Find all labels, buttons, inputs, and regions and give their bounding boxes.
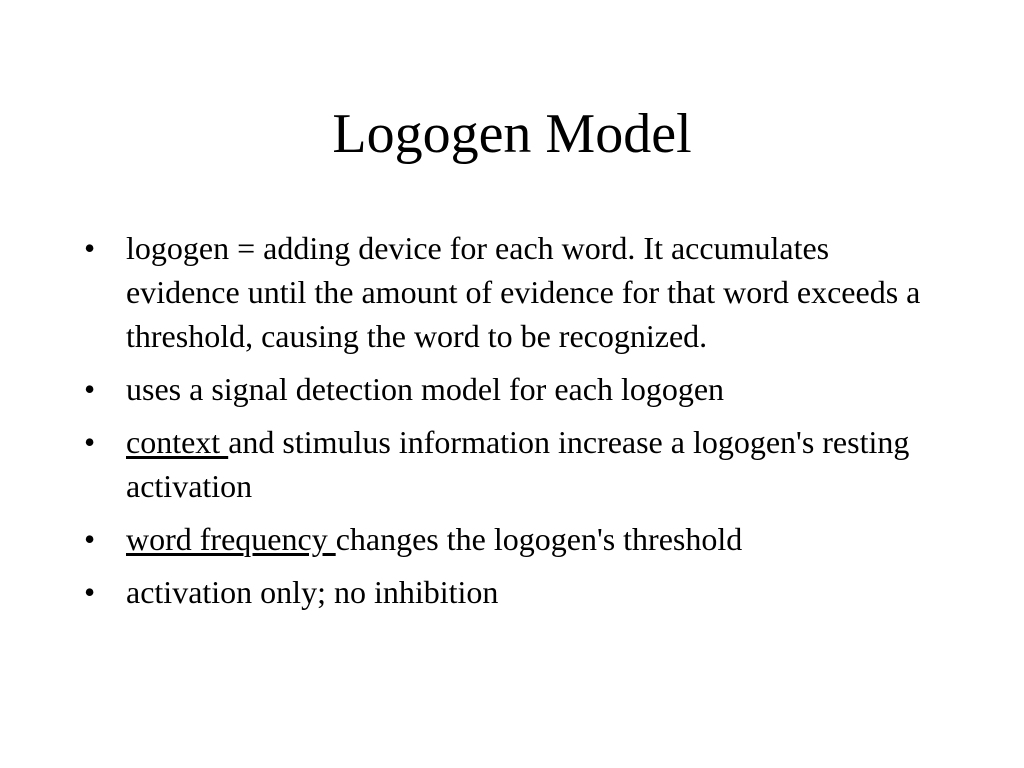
bullet-item bbox=[84, 570, 944, 614]
bullet-text: logogen = adding device for each word. It accumulates evidence until the amount of evidence for that word exceeds a threshold, causing the word to be recognized. bbox=[126, 230, 921, 354]
bullet-item bbox=[84, 517, 944, 561]
bullet-marker-icon: • bbox=[84, 574, 96, 610]
bullet-marker-icon: • bbox=[84, 371, 96, 407]
underlined-term-context: context bbox=[126, 424, 229, 460]
bullet-text: and stimulus information increase a logogen's resting activation bbox=[126, 424, 910, 504]
bullet-item bbox=[84, 367, 944, 411]
slide-title: Logogen Model bbox=[332, 103, 692, 165]
bullet-marker-icon: • bbox=[84, 230, 96, 266]
bullet-text: activation only; no inhibition bbox=[126, 574, 499, 610]
bullet-list bbox=[84, 226, 944, 623]
bullet-marker-icon: • bbox=[84, 521, 96, 557]
bullet-item bbox=[84, 420, 944, 508]
bullet-item bbox=[84, 226, 944, 358]
underlined-term-word-frequency: word frequency bbox=[126, 521, 336, 557]
bullet-text: uses a signal detection model for each logogen bbox=[126, 371, 725, 407]
bullet-text: changes the logogen's threshold bbox=[335, 521, 743, 557]
bullet-marker-icon: • bbox=[84, 424, 96, 460]
